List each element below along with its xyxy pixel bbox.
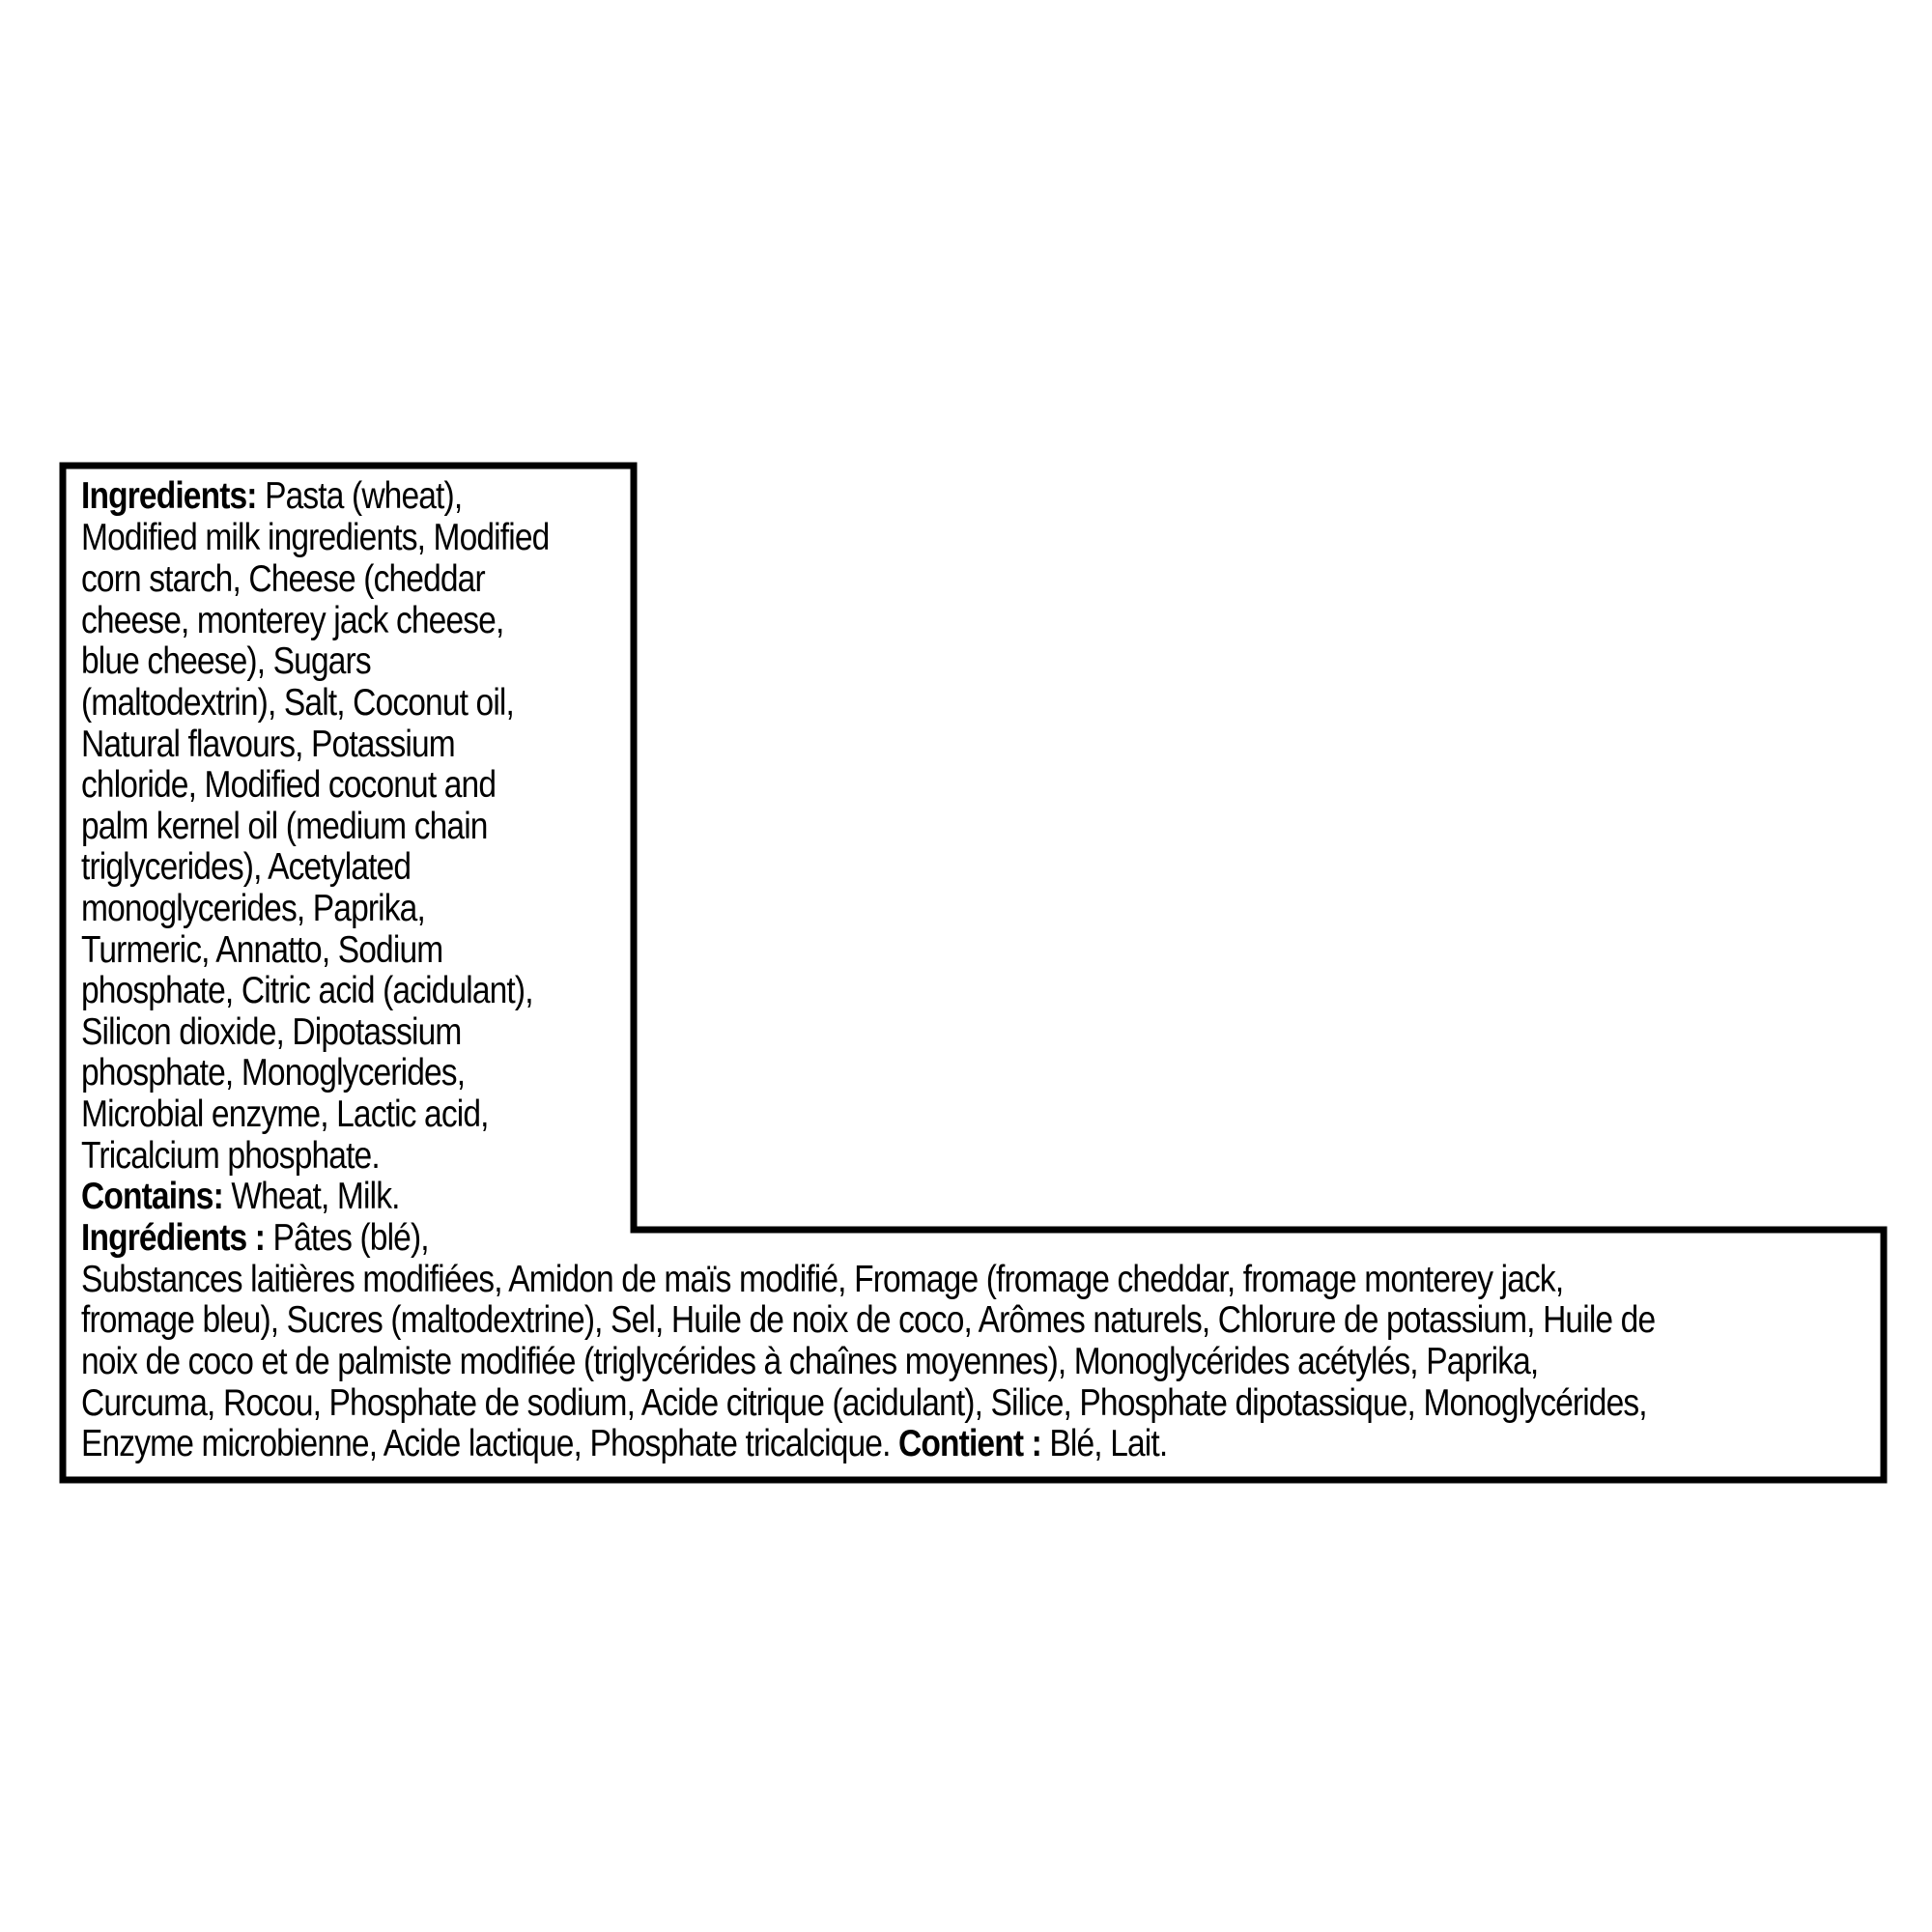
english-line-8: chloride, Modified coconut and: [81, 764, 497, 806]
english-contains-line: [81, 1177, 400, 1217]
english-line-6: (maltodextrin), Salt, Coconut oil,: [81, 682, 514, 724]
french-contains-text: Blé, Lait.: [1049, 1423, 1168, 1464]
english-ingredients-text: Pasta (wheat),: [265, 475, 463, 517]
english-line-10: triglycerides), Acetylated: [81, 846, 412, 888]
english-line-3: corn starch, Cheese (cheddar: [81, 558, 485, 600]
french-ingredients-text: Pâtes (blé),: [272, 1217, 429, 1259]
english-line-13: phosphate, Citric acid (acidulant),: [81, 970, 533, 1011]
french-line-6: [81, 1424, 1167, 1464]
english-contains-text: Wheat, Milk.: [231, 1176, 400, 1217]
english-line-14: Silicon dioxide, Dipotassium: [81, 1011, 462, 1053]
french-line-4: noix de coco et de palmiste modifiée (triglycérides à chaînes moyennes), Monoglycérides acétylés, Paprika,: [81, 1341, 1539, 1382]
english-line-9: palm kernel oil (medium chain: [81, 806, 488, 847]
french-line-2: Substances laitières modifiées, Amidon de maïs modifié, Fromage (fromage cheddar, fromage monterey jack,: [81, 1259, 1564, 1300]
french-contains-heading: Contient :: [898, 1423, 1041, 1464]
english-line-17: Tricalcium phosphate.: [81, 1135, 380, 1177]
french-line-3: fromage bleu), Sucres (maltodextrine), Sel, Huile de noix de coco, Arômes naturels, Chlorure de potassium, Huile de: [81, 1299, 1656, 1341]
english-ingredients-heading: Ingredients:: [81, 475, 257, 517]
french-line-1: [81, 1218, 429, 1259]
french-ingredients-last-text: Enzyme microbienne, Acide lactique, Phosphate tricalcique.: [81, 1423, 891, 1464]
french-line-5: Curcuma, Rocou, Phosphate de sodium, Acide citrique (acidulant), Silice, Phosphate dipotassique, Monoglycérides,: [81, 1382, 1647, 1424]
english-line-5: blue cheese), Sugars: [81, 640, 371, 682]
english-line-4: cheese, monterey jack cheese,: [81, 600, 504, 641]
english-line-12: Turmeric, Annatto, Sodium: [81, 929, 443, 971]
french-ingredients-heading: Ingrédients :: [81, 1217, 266, 1259]
english-line-2: Modified milk ingredients, Modified: [81, 517, 550, 558]
english-line-1: [81, 476, 462, 517]
english-line-7: Natural flavours, Potassium: [81, 724, 455, 765]
english-line-11: monoglycerides, Paprika,: [81, 888, 425, 929]
english-contains-heading: Contains:: [81, 1176, 223, 1217]
english-line-15: phosphate, Monoglycerides,: [81, 1052, 466, 1094]
english-line-16: Microbial enzyme, Lactic acid,: [81, 1094, 489, 1135]
